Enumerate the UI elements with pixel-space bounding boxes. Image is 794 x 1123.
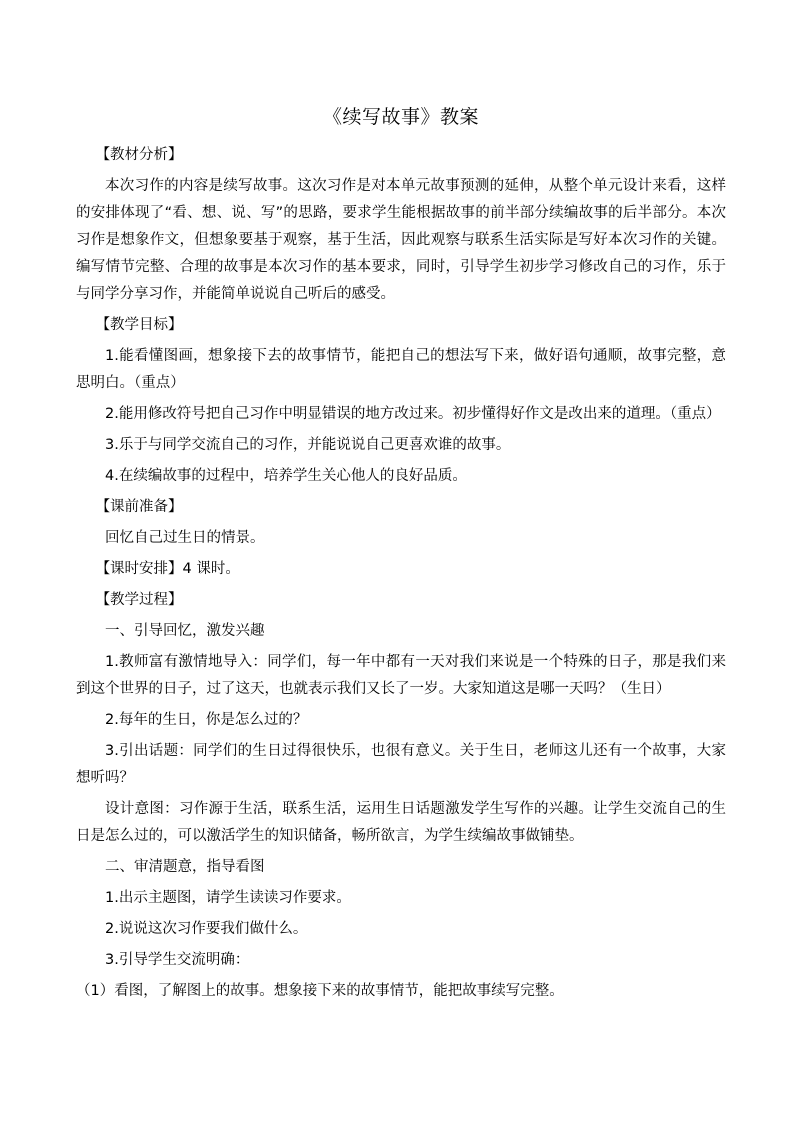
section-heading-schedule: 【课时安排】4 课时。 — [95, 561, 240, 577]
goal-item-2: 2.能用修改符号把自己习作中明显错误的地方改过来。初步懂得好作文是改出来的道理。（重点） — [105, 406, 721, 422]
process-step-1-item-3: 3.引出话题：同学们的生日过得很快乐，也很有意义。关于生日，老师这儿还有一个故事，大家想听吗？ — [76, 743, 726, 786]
document-title: 《续写故事》教案 — [322, 106, 479, 128]
process-step-1-item-1: 1.教师富有激情地导入：同学们，每一年中都有一天对我们来说是一个特殊的日子，那是我们来到这个世界的日子，过了这天，也就表示我们又长了一岁。大家知道这是哪一天吗？（生日） — [76, 654, 726, 697]
goal-item-4: 4.在续编故事的过程中，培养学生关心他人的良好品质。 — [105, 468, 467, 484]
paragraph-textbook-analysis: 本次习作的内容是续写故事。这次习作是对本单元故事预测的延伸，从整个单元设计来看，这样的安排体现了“看、想、说、写”的思路，要求学生能根据故事的前半部分续编故事的后半部分。本次习作是想象作文，但想象要基于观察，基于生活，因此观察与联系生活实际是写好本次习作的关键。编写情节完整、合理的故事是本次习作的基本要求，同时，引导学生初步学习修改自己的习作，乐于与同学分享习作，并能简单说说自己听后的感受。 — [76, 178, 726, 302]
process-step-2-heading: 二、审清题意，指导看图 — [105, 859, 265, 875]
section-heading-teaching-process: 【教学过程】 — [95, 592, 183, 608]
process-step-2-item-1: 1.出示主题图，请学生读读习作要求。 — [105, 890, 351, 906]
process-step-2-item-2: 2.说说这次习作要我们做什么。 — [105, 921, 308, 937]
process-step-1-heading: 一、引导回忆，激发兴趣 — [105, 623, 265, 639]
goal-item-1: 1.能看懂图画，想象接下去的故事情节，能把自己的想法写下来，做好语句通顺，故事完整，意思明白。（重点） — [76, 348, 726, 391]
design-intent-paragraph: 设计意图：习作源于生活，联系生活，运用生日话题激发学生写作的兴趣。让学生交流自己的生日是怎么过的，可以激活学生的知识储备，畅所欲言，为学生续编故事做铺垫。 — [76, 801, 726, 844]
document-page — [76, 104, 726, 1009]
section-heading-textbook-analysis: 【教材分析】 — [95, 147, 183, 163]
process-step-2-item-3: 3.引导学生交流明确： — [105, 952, 250, 968]
process-step-1-item-2: 2.每年的生日，你是怎么过的？ — [105, 712, 308, 728]
process-step-2-subitem-1: （1）看图，了解图上的故事。想象接下来的故事情节，能把故事续写完整。 — [76, 983, 564, 999]
section-heading-preparation: 【课前准备】 — [95, 499, 183, 515]
goal-item-3: 3.乐于与同学交流自己的习作，并能说说自己更喜欢谁的故事。 — [105, 437, 511, 453]
paragraph-preparation: 回忆自己过生日的情景。 — [105, 530, 265, 546]
section-heading-teaching-goals: 【教学目标】 — [95, 317, 183, 333]
